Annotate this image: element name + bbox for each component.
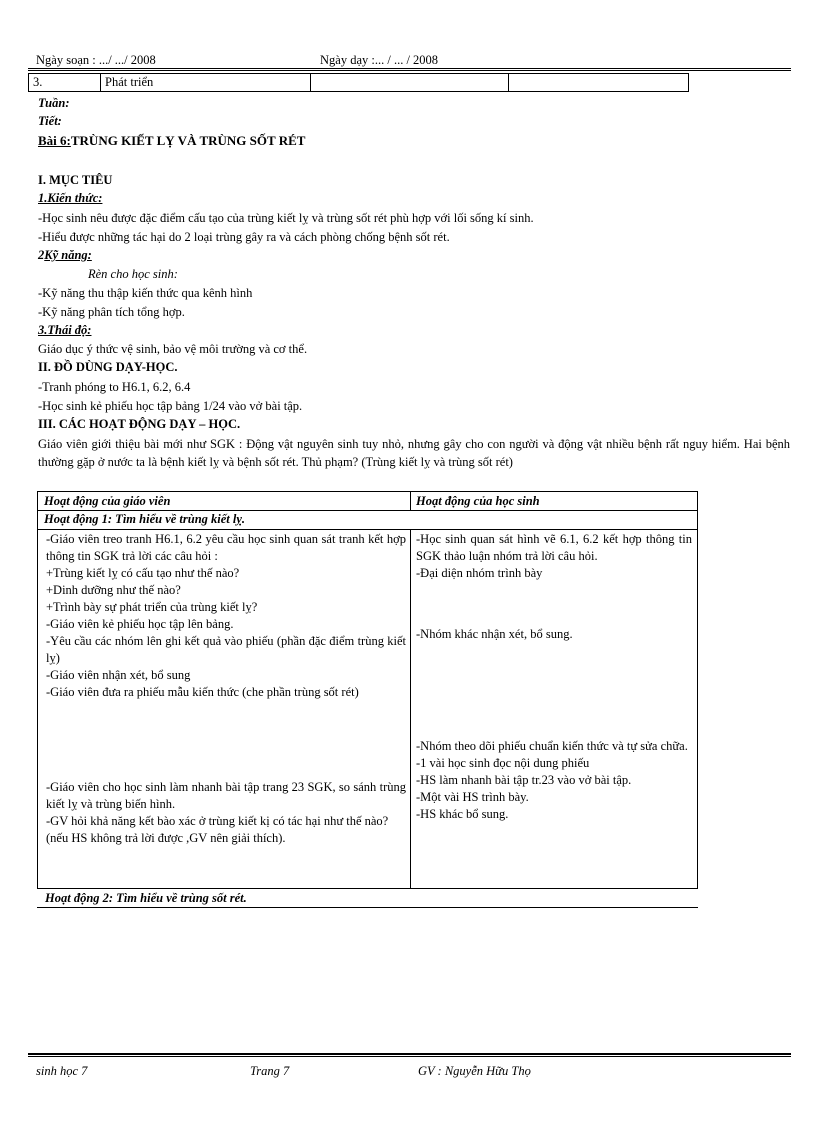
footer-subject: sinh học 7: [36, 1064, 88, 1078]
activity-1-title: Hoạt động 1: Tìm hiểu về trùng kiết lỵ.: [44, 512, 246, 526]
ky-nang-number: 2: [38, 248, 45, 262]
footer-rule: [28, 1053, 791, 1057]
gv-line: -Giáo viên kẻ phiếu học tập lên bảng.: [46, 617, 234, 631]
do-dung-1: -Tranh phóng to H6.1, 6.2, 6.4: [38, 380, 191, 394]
ky-nang-label: Kỹ năng:: [44, 248, 92, 262]
section-do-dung: II. ĐỒ DÙNG DẠY-HỌC.: [38, 360, 178, 374]
activity-2-title: Hoạt động 2: Tìm hiểu về trùng sốt rét.: [45, 891, 247, 905]
hs-line: -Đại diện nhóm trình bày: [416, 566, 543, 580]
ky-nang-2: -Kỹ năng phân tích tổng hợp.: [38, 305, 185, 319]
header-rule: [28, 68, 791, 71]
tuan-label: Tuần:: [38, 96, 70, 110]
hs-line: -Một vài HS trình bày.: [416, 790, 529, 804]
activity-table-header: [37, 491, 698, 511]
subsection-ky-nang: [38, 247, 92, 264]
lesson-name: TRÙNG KIẾT LỴ VÀ TRÙNG SỐT RÉT: [70, 133, 306, 148]
gv-line: -Giáo viên nhận xét, bổ sung: [46, 668, 191, 682]
section-hoat-dong: III. CÁC HOẠT ĐỘNG DẠY – HỌC.: [38, 417, 241, 431]
tiet-label: Tiết:: [38, 114, 62, 128]
ngay-day: Ngày dạy :... / ... / 2008: [320, 53, 439, 67]
footer-page: Trang 7: [250, 1064, 290, 1078]
gv-line: +Trình bày sự phát triển của trùng kiết lỵ?: [46, 600, 258, 614]
gv-line: (nếu HS không trả lời được ,GV nên giải thích).: [46, 831, 286, 845]
subsection-thai-do: 3.Thái độ:: [38, 323, 92, 337]
gv-line: -GV hỏi khả năng kết bào xác ở trùng kiết kị có tác hại như thế nào?: [46, 814, 389, 828]
top-table-cell-empty: [311, 74, 509, 91]
hs-column-part-2: [416, 626, 692, 643]
header-divider: [410, 492, 411, 510]
activity-1-body: [37, 529, 698, 889]
hs-column-part-1: [416, 531, 692, 582]
section-muc-tieu: I. MỤC TIÊU: [38, 173, 113, 187]
activity-2-rule: [37, 907, 698, 908]
top-table-cell-empty-2: [509, 74, 689, 91]
lesson-number: Bài 6:: [38, 133, 71, 148]
hs-line: -Nhóm theo dõi phiếu chuẩn kiến thức và tự sửa chữa.: [416, 739, 688, 753]
page-header: [36, 52, 791, 66]
gv-line: +Dinh dưỡng như thế nào?: [46, 583, 181, 597]
gv-line: +Trùng kiết lỵ có cấu tạo như thế nào?: [46, 566, 240, 580]
gv-line: -Giáo viên cho học sinh làm nhanh bài tập trang 23 SGK, so sánh trùng kiết lỵ và trùng biến hình.: [46, 780, 406, 811]
hs-line: -Nhóm khác nhận xét, bổ sung.: [416, 627, 573, 641]
hs-line: -HS làm nhanh bài tập tr.23 vào vở bài tập.: [416, 773, 632, 787]
do-dung-2: -Học sinh kẻ phiếu học tập bảng 1/24 vào vở bài tập.: [38, 399, 303, 413]
top-table-cell-label: Phát triển: [101, 74, 311, 91]
activity-1-row: [37, 510, 698, 530]
ren-cho-hoc-sinh: Rèn cho học sinh:: [88, 267, 178, 281]
ngay-soan: Ngày soạn : .../ .../ 2008: [36, 53, 156, 67]
thai-do-1: Giáo dục ý thức vệ sinh, bảo vệ môi trường và cơ thể.: [38, 342, 308, 356]
gv-line: -Giáo viên đưa ra phiếu mẫu kiến thức (che phần trùng sốt rét): [46, 685, 359, 699]
hs-line: -HS khác bổ sung.: [416, 807, 509, 821]
kien-thuc-1: -Học sinh nêu được đặc điểm cấu tạo của trùng kiết lỵ và trùng sốt rét phù hợp với lối sống kí sinh.: [38, 211, 534, 225]
header-gv: Hoạt động của giáo viên: [44, 494, 171, 508]
subsection-kien-thuc: 1.Kiến thức:: [38, 191, 103, 205]
hs-line: -1 vài học sinh đọc nội dung phiếu: [416, 756, 590, 770]
top-table-row: [28, 73, 689, 92]
hs-line: -Học sinh quan sát hình vẽ 6.1, 6.2 kết hợp thông tin SGK thảo luận nhóm trả lời câu hỏi.: [416, 532, 692, 563]
gv-line: -Yêu cầu các nhóm lên ghi kết quả vào phiếu (phần đặc điểm trùng kiết lỵ): [46, 634, 406, 665]
lesson-title: [38, 132, 305, 149]
intro-paragraph: Giáo viên giới thiệu bài mới như SGK : Động vật nguyên sinh tuy nhỏ, nhưng gây cho con người và động vật nhiều bệnh rất nguy hiểm. Hai bệnh thường gặp ở nước ta là bệnh kiết lỵ và bệnh sốt rét. Thủ phạm? (Trùng kiết lỵ và trùng sốt rét): [38, 437, 790, 469]
footer-teacher: GV : Nguyễn Hữu Thọ: [418, 1064, 531, 1078]
hs-column-part-3: [416, 738, 692, 823]
ky-nang-1: -Kỹ năng thu thập kiến thức qua kênh hình: [38, 286, 253, 300]
kien-thuc-2: -Hiểu được những tác hại do 2 loại trùng gây ra và cách phòng chống bệnh sốt rét.: [38, 230, 450, 244]
gv-column-part-2: [46, 779, 406, 847]
body-divider: [410, 529, 411, 888]
gv-column-part-1: [46, 531, 406, 701]
gv-line: -Giáo viên treo tranh H6.1, 6.2 yêu cầu học sinh quan sát tranh kết hợp thông tin SGK trả lời các câu hỏi :: [46, 532, 406, 563]
header-hs: Hoạt động của học sinh: [416, 494, 540, 508]
top-table-cell-number: 3.: [29, 74, 101, 91]
